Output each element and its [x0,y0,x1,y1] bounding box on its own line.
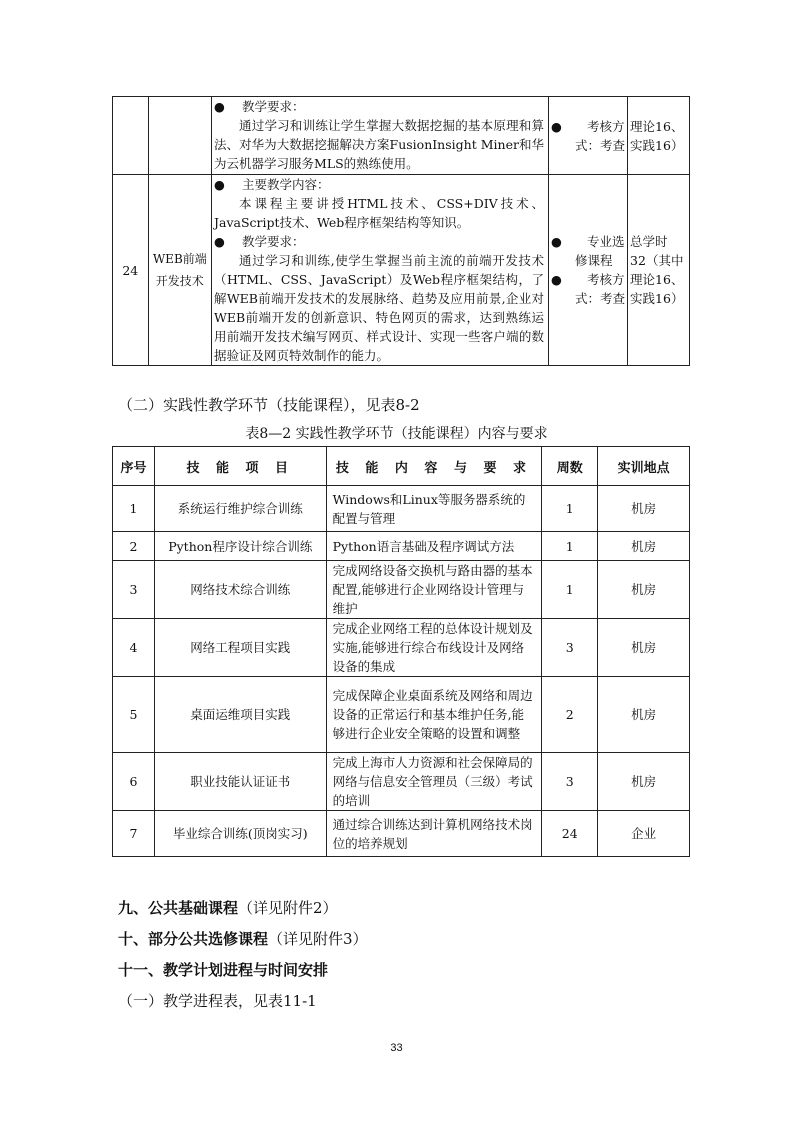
table-row [113,97,690,175]
course-content [212,97,549,175]
course-no [113,97,149,175]
header-weeks: 周数 [542,447,598,486]
course-hours: 理论16、 实践16） [628,97,690,175]
table-row [113,175,690,366]
table-row: 5 桌面运维项目实践 完成保障企业桌面系统及网络和周边设备的正常运行和基本维护任务,能够进行企业安全策略的设置和调整 2 机房 [113,677,690,753]
course-table [112,96,690,366]
table-row: 7 毕业综合训练(顶岗实习) 通过综合训练达到计算机网络技术岗位的培养规划 24 企业 [113,811,690,857]
header-item: 技 能 项 目 [154,447,326,486]
skill-table [112,446,690,857]
heading-eleven-sub: （一）教学进程表，见表11-1 [118,992,317,1010]
content-block-body: 通过学习和训练让学生掌握大数据挖掘的基本原理和算法、对华为大数据挖掘解决方案FusionInsight Miner和华为云机器学习服务MLS的熟练使用。 [214,118,545,171]
table-row: 2 Python程序设计综合训练 Python语言基础及程序调试方法 1 机房 [113,532,690,561]
header-req: 技 能 内 容 与 要 求 [326,447,542,486]
course-no: 24 [113,175,149,366]
heading-ten: 十、部分公共选修课程（详见附件3） [118,930,368,948]
header-no: 序号 [113,447,155,486]
table-row: 6 职业技能认证证书 完成上海市人力资源和社会保障局的网络与信息安全管理员（三级）考试的培训 3 机房 [113,753,690,811]
table-header-row [113,447,690,486]
table-caption: 表8—2 实践性教学环节（技能课程）内容与要求 [245,426,548,442]
content-block-head: ● 教学要求： [214,99,305,114]
table-row: 4 网络工程项目实践 完成企业网络工程的总体设计规划及实施,能够进行综合布线设计及网络设备的集成 3 机房 [113,619,690,677]
course-name [148,97,211,175]
course-hours: 总学时 32（其中 理论16、 实践16） [628,175,690,366]
course-content: ● 主要教学内容： 本课程主要讲授HTML技术、CSS+DIV技术、JavaScript技术、Web程序框架结构等知识。 ● 教学要求： 通过学习和训练,使学生掌握当前主流的前端开发技术（HTML、CSS、JavaScript）及Web程序框架结构，了解WEB前端开发技术的发展脉络、趋势及应用前景,企业对WEB前端开发的创新意识、特色网页的需求，达到熟练运用前端开发技术编写网页、样式设计、实现一些客户端的数据验证及网页特效制作的能力。 [212,175,549,366]
course-name: WEB前端开发技术 [148,175,211,366]
heading-eleven: 十一、教学计划进程与时间安排 [118,961,329,979]
page-number: 33 [390,1042,403,1054]
heading-nine: 九、公共基础课程（详见附件2） [118,899,338,917]
course-type: ● 考核方 式：考查 [549,97,628,175]
course-type: ● 专业选 修课程 ● 考核方 式：考查 [549,175,628,366]
table-row: 3 网络技术综合训练 完成网络设备交换机与路由器的基本配置,能够进行企业网络设计管理与维护 1 机房 [113,561,690,619]
section-heading: （二）实践性教学环节（技能课程），见表8-2 [118,396,420,414]
table-row: 1 系统运行维护综合训练 Windows和Linux等服务器系统的配置与管理 1 机房 [113,486,690,532]
header-place: 实训地点 [598,447,690,486]
